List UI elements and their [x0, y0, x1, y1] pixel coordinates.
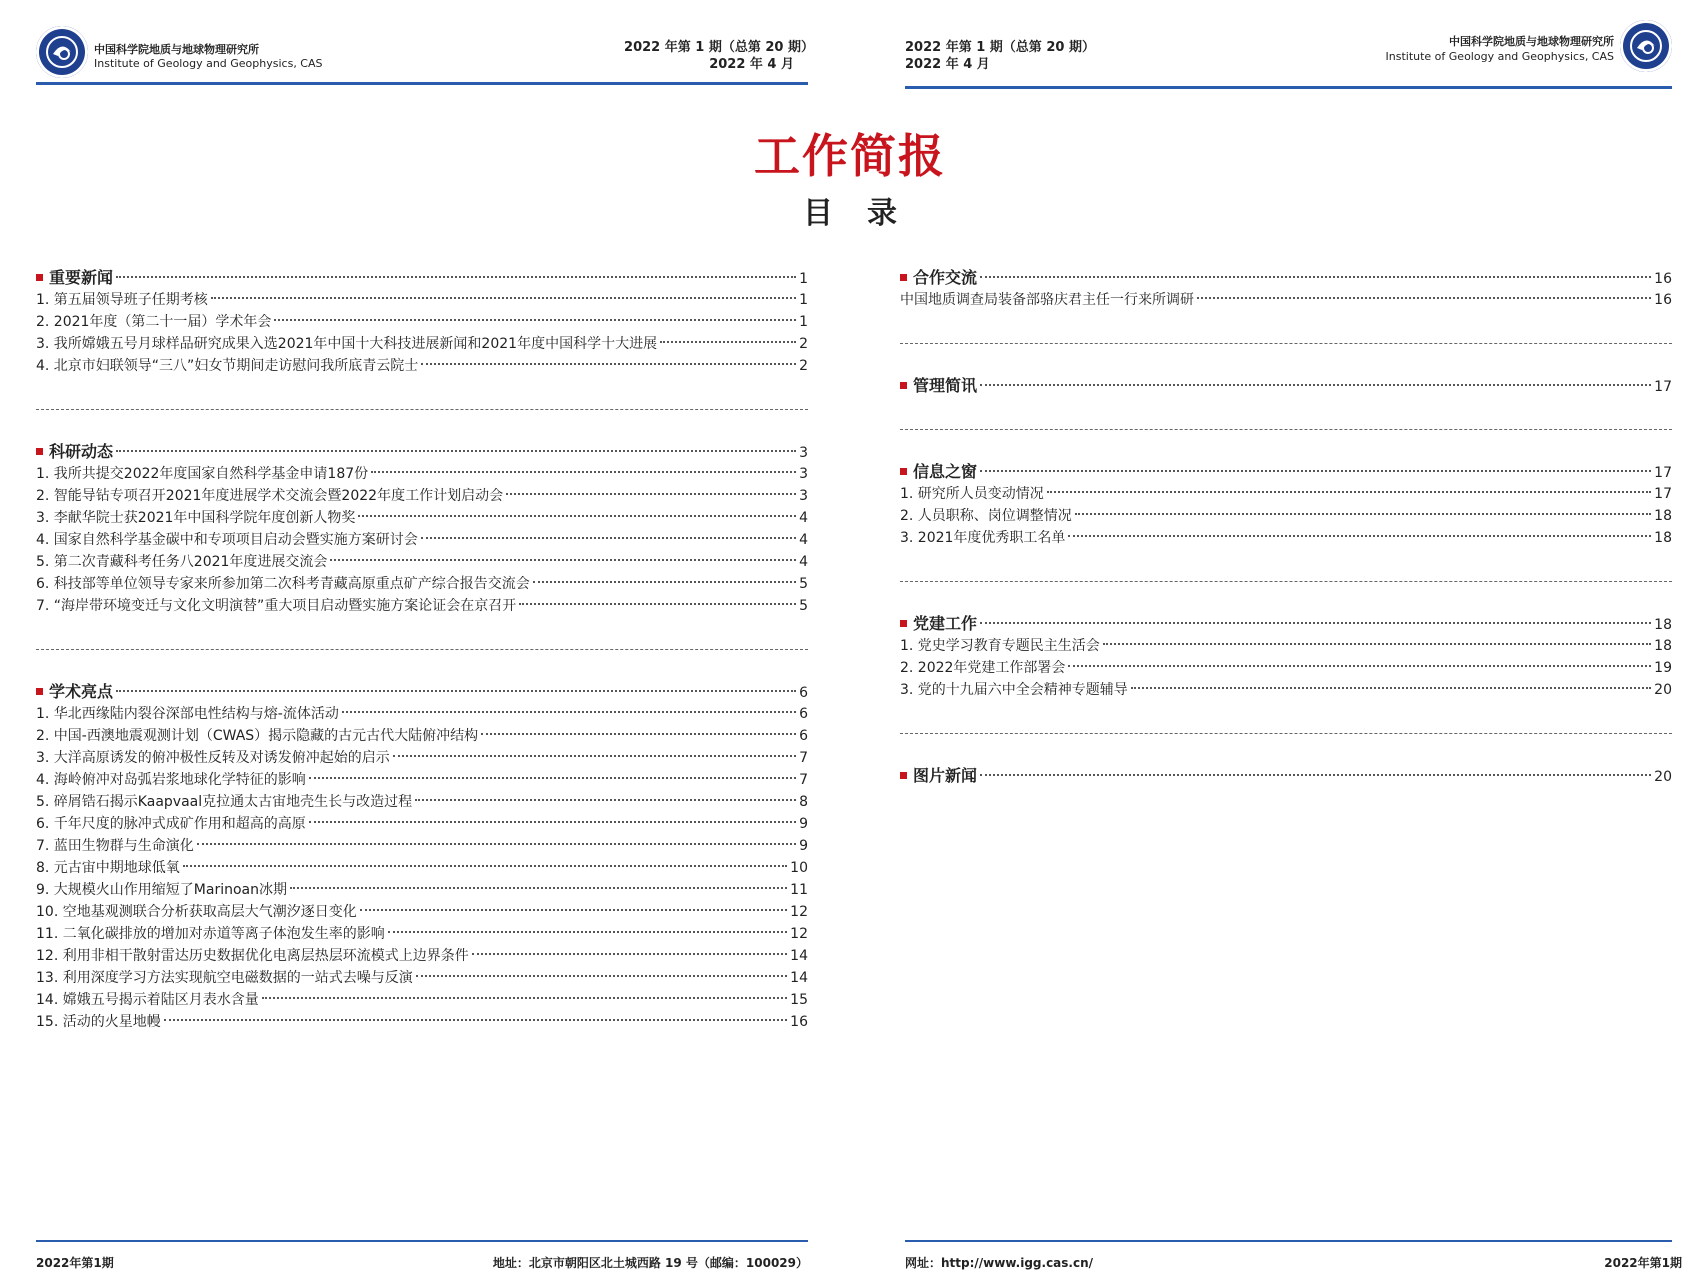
toc-entry[interactable] — [36, 945, 808, 967]
bullet-square-icon — [36, 274, 43, 281]
toc-page-number: 16 — [1654, 271, 1672, 287]
toc-entry-page: 4 — [799, 510, 808, 526]
toc-entry-title: 7. 蓝田生物群与生命演化 — [36, 838, 194, 854]
section-divider — [900, 549, 1672, 613]
dot-leader — [1068, 535, 1651, 537]
toc-entry[interactable] — [900, 657, 1672, 679]
toc-entry-page: 7 — [799, 772, 808, 788]
toc-entry-title: 中国地质调查局装备部骆庆君主任一行来所调研 — [900, 292, 1194, 308]
toc-entry[interactable] — [36, 311, 808, 333]
bullet-square-icon — [900, 382, 907, 389]
toc-entry[interactable] — [36, 529, 808, 551]
toc-entry[interactable] — [36, 595, 808, 617]
toc-entry[interactable] — [900, 483, 1672, 505]
issue-number-right: 2022 年第 1 期（总第 20 期） — [905, 40, 1095, 55]
dot-leader — [116, 450, 796, 452]
toc-entry-page: 17 — [1654, 486, 1672, 502]
dot-leader — [309, 777, 796, 779]
toc-section-heading[interactable] — [900, 765, 1672, 787]
toc-entry[interactable] — [36, 507, 808, 529]
section-divider — [900, 701, 1672, 765]
header-rule — [36, 82, 808, 85]
bullet-square-icon — [900, 772, 907, 779]
toc-section — [900, 267, 1672, 311]
toc-section-heading[interactable] — [900, 267, 1672, 289]
institute-name-cn: 中国科学院地质与地球物理研究所 — [94, 43, 259, 56]
toc-page-number: 1 — [799, 271, 808, 287]
dashed-rule — [900, 429, 1672, 430]
toc-entry[interactable] — [900, 679, 1672, 701]
dashed-rule — [36, 409, 808, 410]
dot-leader — [421, 363, 796, 365]
toc-entry-page: 20 — [1654, 682, 1672, 698]
toc-section — [36, 681, 808, 1033]
toc-entry-page: 9 — [799, 838, 808, 854]
toc-entry-page: 16 — [1654, 292, 1672, 308]
issue-number: 2022 年第 1 期（总第 20 期） — [624, 40, 814, 55]
toc-page-number: 17 — [1654, 465, 1672, 481]
toc-entry-page: 14 — [790, 948, 808, 964]
dot-leader — [1068, 665, 1651, 667]
toc-section — [36, 441, 808, 617]
toc-entry-page: 18 — [1654, 508, 1672, 524]
toc-entry-title: 15. 活动的火星地幔 — [36, 1014, 161, 1030]
bullet-square-icon — [36, 448, 43, 455]
dashed-rule — [900, 343, 1672, 344]
toc-entry-title: 10. 空地基观测联合分析获取高层大气潮汐逐日变化 — [36, 904, 357, 920]
toc-left-column — [36, 267, 808, 1033]
dashed-rule — [900, 581, 1672, 582]
footer-website: 网址：http://www.igg.cas.cn/ — [905, 1256, 1094, 1270]
footer-address: 地址：北京市朝阳区北土城西路 19 号（邮编：100029） — [492, 1256, 808, 1270]
dot-leader — [371, 471, 796, 473]
toc-entry-title: 3. 党的十九届六中全会精神专题辅导 — [900, 682, 1128, 698]
toc-entry-title: 1. 党史学习教育专题民主生活会 — [900, 638, 1100, 654]
toc-entry[interactable] — [36, 703, 808, 725]
toc-entry-page: 19 — [1654, 660, 1672, 676]
toc-entry-page: 4 — [799, 554, 808, 570]
toc-page-number: 17 — [1654, 379, 1672, 395]
dot-leader — [309, 821, 796, 823]
toc-entry-title: 4. 海岭俯冲对岛弧岩浆地球化学特征的影响 — [36, 772, 306, 788]
toc-entry[interactable] — [36, 747, 808, 769]
dot-leader — [262, 997, 787, 999]
dot-leader — [660, 341, 796, 343]
toc-section — [36, 267, 808, 377]
toc-entry-page: 2 — [799, 336, 808, 352]
institute-name-cn-right: 中国科学院地质与地球物理研究所 — [1449, 35, 1614, 48]
toc-section — [900, 765, 1672, 787]
toc-entry-title: 11. 二氧化碳排放的增加对赤道等离子体泡发生率的影响 — [36, 926, 385, 942]
dot-leader — [274, 319, 796, 321]
toc-entry-page: 10 — [790, 860, 808, 876]
toc-entry-title: 7. “海岸带环境变迁与文化文明演替”重大项目启动暨实施方案论证会在京召开 — [36, 598, 517, 614]
dot-leader — [416, 975, 787, 977]
dot-leader — [980, 276, 1651, 278]
toc-entry[interactable] — [36, 485, 808, 507]
toc-entry-title: 9. 大规模火山作用缩短了Marinoan冰期 — [36, 882, 288, 898]
toc-entry[interactable] — [36, 989, 808, 1011]
toc-entry-page: 5 — [799, 576, 808, 592]
dashed-rule — [36, 649, 808, 650]
footer-rule-right — [905, 1240, 1672, 1242]
toc-entry-page: 14 — [790, 970, 808, 986]
dot-leader — [290, 887, 787, 889]
toc-entry-title: 13. 利用深度学习方法实现航空电磁数据的一站式去噪与反演 — [36, 970, 413, 986]
dot-leader — [980, 384, 1651, 386]
toc-section-heading[interactable] — [36, 441, 808, 463]
toc-entry[interactable] — [36, 879, 808, 901]
toc-entry[interactable] — [36, 923, 808, 945]
toc-entry-title: 5. 第二次青藏科考任务八2021年度进展交流会 — [36, 554, 328, 570]
section-divider — [36, 377, 808, 441]
toc-entry-page: 12 — [790, 904, 808, 920]
bullet-square-icon — [900, 274, 907, 281]
section-divider — [36, 617, 808, 681]
toc-entry-page: 6 — [799, 728, 808, 744]
toc-entry-page: 15 — [790, 992, 808, 1008]
toc-entry-title: 6. 千年尺度的脉冲式成矿作用和超高的高原 — [36, 816, 306, 832]
dot-leader — [360, 909, 787, 911]
toc-entry[interactable] — [36, 835, 808, 857]
bullet-square-icon — [900, 620, 907, 627]
dot-leader — [342, 711, 796, 713]
dot-leader — [1103, 643, 1651, 645]
toc-entry[interactable] — [36, 857, 808, 879]
toc-entry-page: 3 — [799, 466, 808, 482]
footer-issue: 2022年第1期 — [36, 1256, 114, 1270]
toc-section-title: 信息之窗 — [913, 462, 978, 481]
toc-entry-title: 1. 华北西缘陆内裂谷深部电性结构与熔-流体活动 — [36, 706, 339, 722]
toc-entry-title: 2. 智能导钻专项召开2021年度进展学术交流会暨2022年度工作计划启动会 — [36, 488, 504, 504]
toc-section-heading[interactable] — [900, 461, 1672, 483]
dot-leader — [472, 953, 787, 955]
toc-entry-page: 2 — [799, 358, 808, 374]
toc-entry-title: 3. 李献华院士获2021年中国科学院年度创新人物奖 — [36, 510, 356, 526]
toc-section-heading[interactable] — [900, 613, 1672, 635]
toc-entry-page: 7 — [799, 750, 808, 766]
toc-section-title: 合作交流 — [913, 268, 978, 287]
toc-entry[interactable] — [36, 901, 808, 923]
dot-leader — [415, 799, 796, 801]
toc-section-heading[interactable] — [36, 681, 808, 703]
toc-section — [900, 461, 1672, 549]
toc-entry-title: 3. 2021年度优秀职工名单 — [900, 530, 1066, 546]
dot-leader — [183, 865, 787, 867]
institute-logo-icon-right — [1620, 20, 1672, 72]
toc-entry-title: 2. 中国-西澳地震观测计划（CWAS）揭示隐藏的古元古代大陆俯冲结构 — [36, 728, 479, 744]
footer-issue-right: 2022年第1期 — [1604, 1256, 1682, 1270]
toc-entry-title: 2. 人员职称、岗位调整情况 — [900, 508, 1072, 524]
toc-section-title: 重要新闻 — [49, 268, 114, 287]
dot-leader — [164, 1019, 787, 1021]
toc-right-column — [900, 267, 1672, 787]
dot-leader — [481, 733, 796, 735]
toc-entry[interactable] — [900, 505, 1672, 527]
toc-entry[interactable] — [900, 289, 1672, 311]
dot-leader — [116, 690, 796, 692]
dot-leader — [980, 470, 1651, 472]
toc-page-number: 6 — [799, 685, 808, 701]
section-divider — [900, 397, 1672, 461]
toc-entry[interactable] — [36, 725, 808, 747]
toc-entry[interactable] — [36, 463, 808, 485]
toc-entry[interactable] — [36, 289, 808, 311]
dot-leader — [388, 931, 787, 933]
institute-name-en: Institute of Geology and Geophysics, CAS — [94, 57, 323, 70]
toc-entry-title: 3. 我所嫦娥五号月球样品研究成果入选2021年中国十大科技进展新闻和2021年度中国科学十大进展 — [36, 336, 658, 352]
toc-entry-title: 8. 元古宙中期地球低氧 — [36, 860, 180, 876]
toc-page-number: 3 — [799, 445, 808, 461]
dot-leader — [393, 755, 796, 757]
toc-entry[interactable] — [900, 527, 1672, 549]
dot-leader — [197, 843, 796, 845]
bullet-square-icon — [36, 688, 43, 695]
dot-leader — [1047, 491, 1651, 493]
toc-section — [900, 375, 1672, 397]
dot-leader — [506, 493, 796, 495]
dot-leader — [421, 537, 796, 539]
toc-entry-title: 4. 国家自然科学基金碳中和专项项目启动会暨实施方案研讨会 — [36, 532, 418, 548]
toc-section-title: 学术亮点 — [49, 682, 114, 701]
toc-entry-title: 2. 2021年度（第二十一届）学术年会 — [36, 314, 272, 330]
toc-section-heading[interactable] — [36, 267, 808, 289]
bullet-square-icon — [900, 468, 907, 475]
toc-entry-page: 11 — [790, 882, 808, 898]
toc-page-number: 18 — [1654, 617, 1672, 633]
institute-name-en-right: Institute of Geology and Geophysics, CAS — [1385, 50, 1614, 63]
toc-entry-page: 16 — [790, 1014, 808, 1030]
dot-leader — [533, 581, 796, 583]
toc-entry-title: 5. 碎屑锆石揭示Kaapvaal克拉通太古宙地壳生长与改造过程 — [36, 794, 413, 810]
dot-leader — [980, 622, 1651, 624]
toc-entry-page: 1 — [799, 314, 808, 330]
toc-section-heading[interactable] — [900, 375, 1672, 397]
dot-leader — [1075, 513, 1651, 515]
toc-entry-title: 1. 研究所人员变动情况 — [900, 486, 1044, 502]
toc-entry-page: 1 — [799, 292, 808, 308]
toc-entry-page: 8 — [799, 794, 808, 810]
toc-entry-page: 3 — [799, 488, 808, 504]
dashed-rule — [900, 733, 1672, 734]
toc-entry[interactable] — [900, 635, 1672, 657]
dot-leader — [519, 603, 796, 605]
toc-entry-page: 4 — [799, 532, 808, 548]
toc-entry[interactable] — [36, 769, 808, 791]
toc-entry-title: 14. 嫦娥五号揭示着陆区月表水含量 — [36, 992, 259, 1008]
toc-entry[interactable] — [36, 355, 808, 377]
toc-entry-title: 4. 北京市妇联领导“三八”妇女节期间走访慰问我所底青云院士 — [36, 358, 419, 374]
toc-entry[interactable] — [36, 573, 808, 595]
toc-section — [900, 613, 1672, 701]
dot-leader — [211, 297, 796, 299]
toc-page-number: 20 — [1654, 769, 1672, 785]
toc-entry[interactable] — [36, 1011, 808, 1033]
header-rule-right — [905, 86, 1672, 89]
toc-entry-page: 12 — [790, 926, 808, 942]
dot-leader — [116, 276, 796, 278]
toc-section-title: 管理简讯 — [913, 376, 978, 395]
toc-section-title: 图片新闻 — [913, 766, 978, 785]
toc-section-title: 科研动态 — [49, 442, 114, 461]
toc-entry[interactable] — [36, 813, 808, 835]
footer-rule — [36, 1240, 808, 1242]
dot-leader — [980, 774, 1651, 776]
toc-entry-title: 6. 科技部等单位领导专家来所参加第二次科考青藏高原重点矿产综合报告交流会 — [36, 576, 530, 592]
toc-entry-title: 3. 大洋高原诱发的俯冲极性反转及对诱发俯冲起始的启示 — [36, 750, 390, 766]
page-title: 工作简报 — [754, 129, 946, 183]
dot-leader — [358, 515, 796, 517]
section-divider — [900, 311, 1672, 375]
issue-date-right: 2022 年 4 月 — [905, 57, 990, 72]
toc-entry-title: 12. 利用非相干散射雷达历史数据优化电离层热层环流模式上边界条件 — [36, 948, 469, 964]
dot-leader — [330, 559, 796, 561]
toc-entry[interactable] — [36, 551, 808, 573]
toc-entry-page: 18 — [1654, 638, 1672, 654]
toc-entry-title: 2. 2022年党建工作部署会 — [900, 660, 1066, 676]
toc-entry[interactable] — [36, 333, 808, 355]
institute-logo-icon — [36, 26, 88, 78]
toc-entry[interactable] — [36, 791, 808, 813]
toc-entry-page: 18 — [1654, 530, 1672, 546]
toc-entry-title: 1. 第五届领导班子任期考核 — [36, 292, 208, 308]
toc-entry-page: 6 — [799, 706, 808, 722]
toc-entry-title: 1. 我所共提交2022年度国家自然科学基金申请187份 — [36, 466, 369, 482]
dot-leader — [1197, 297, 1651, 299]
toc-heading: 目录 — [803, 196, 931, 231]
toc-entry-page: 9 — [799, 816, 808, 832]
toc-entry[interactable] — [36, 967, 808, 989]
issue-date: 2022 年 4 月 — [709, 57, 794, 72]
dot-leader — [1131, 687, 1651, 689]
toc-entry-page: 5 — [799, 598, 808, 614]
toc-section-title: 党建工作 — [913, 614, 978, 633]
